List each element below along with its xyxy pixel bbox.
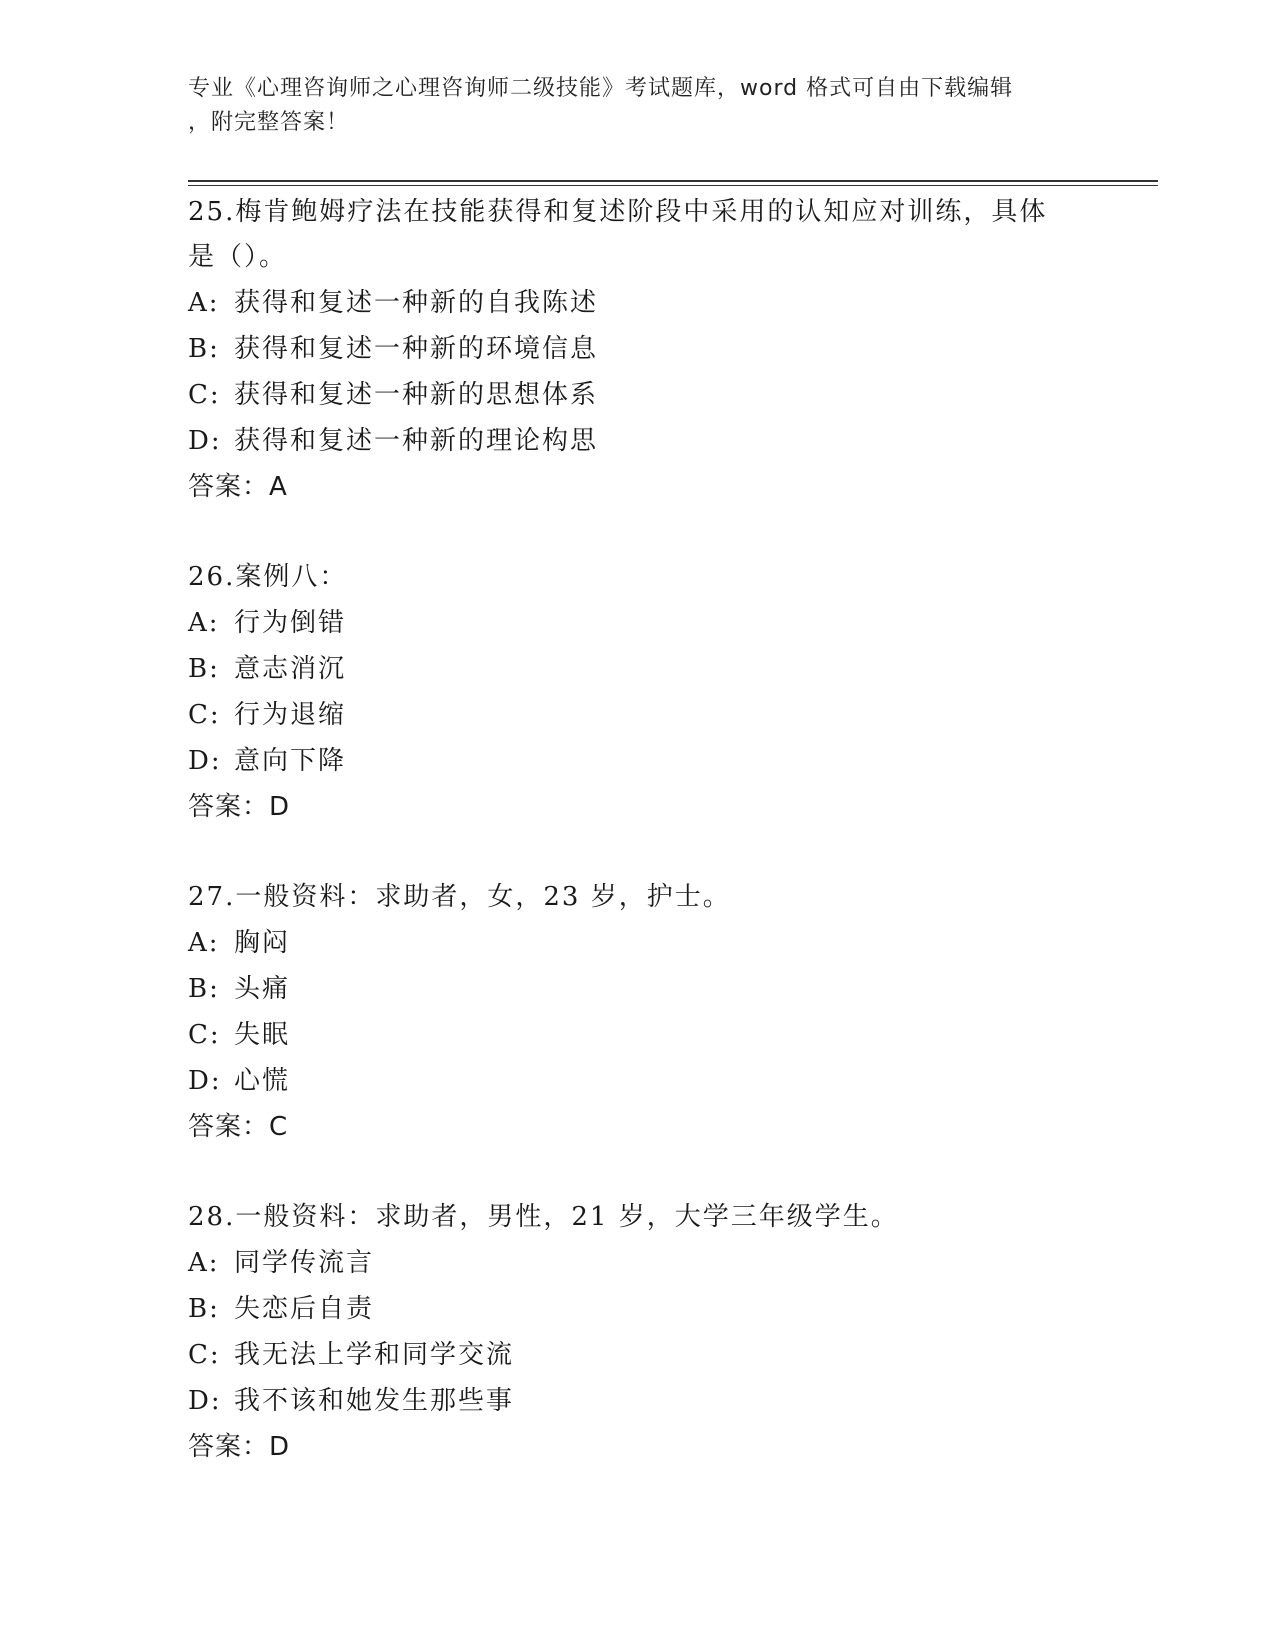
question-stem: 27.一般资料：求助者，女，23 岁，护士。: [188, 882, 731, 912]
header-line-2: ，附完整答案！: [188, 110, 350, 135]
option-b: [188, 966, 1088, 1012]
option-b: [188, 326, 1088, 372]
option-text: 意向下降: [234, 746, 347, 776]
option-d: [188, 738, 1088, 784]
question-25: [188, 190, 1088, 510]
option-b: [188, 1286, 1088, 1332]
option-letter: D:: [188, 746, 222, 776]
option-text: 获得和复述一种新的环境信息: [234, 334, 599, 364]
question-28: [188, 1195, 1088, 1470]
option-letter: D:: [188, 1386, 222, 1416]
option-text: 同学传流言: [234, 1248, 375, 1278]
option-letter: D:: [188, 426, 222, 456]
option-letter: A:: [188, 1248, 220, 1278]
option-letter: C:: [188, 380, 221, 410]
option-letter: D:: [188, 1066, 222, 1096]
answer-line: 答案：C: [188, 1112, 289, 1142]
option-d: [188, 418, 1088, 464]
option-text: 行为退缩: [234, 700, 347, 730]
header-divider: [188, 180, 1158, 186]
option-letter: C:: [188, 1340, 221, 1370]
option-letter: C:: [188, 700, 221, 730]
question-stem: 28.一般资料：求助者，男性，21 岁，大学三年级学生。: [188, 1202, 899, 1232]
header-line-1: 专业《心理咨询师之心理咨询师二级技能》考试题库，word 格式可自由下载编辑: [188, 76, 1014, 101]
option-text: 我不该和她发生那些事: [234, 1386, 515, 1416]
option-letter: B:: [188, 334, 220, 364]
document-header: [188, 72, 1078, 140]
answer-line: 答案：D: [188, 792, 291, 822]
option-letter: C:: [188, 1020, 221, 1050]
option-text: 获得和复述一种新的思想体系: [234, 380, 599, 410]
option-letter: B:: [188, 974, 220, 1004]
option-text: 失恋后自责: [234, 1294, 375, 1324]
answer-line: 答案：A: [188, 472, 288, 502]
option-d: [188, 1378, 1088, 1424]
option-a: [188, 1240, 1088, 1286]
option-c: [188, 692, 1088, 738]
question-27: [188, 875, 1088, 1150]
question-26: [188, 555, 1088, 830]
option-letter: A:: [188, 288, 220, 318]
option-a: [188, 920, 1088, 966]
option-letter: B:: [188, 1294, 220, 1324]
option-a: [188, 600, 1088, 646]
option-text: 心慌: [234, 1066, 291, 1096]
option-c: [188, 372, 1088, 418]
question-stem-continued: 是（）。: [188, 242, 288, 272]
option-c: [188, 1012, 1088, 1058]
option-a: [188, 280, 1088, 326]
option-letter: A:: [188, 608, 220, 638]
option-letter: A:: [188, 928, 220, 958]
option-text: 意志消沉: [234, 654, 347, 684]
option-text: 行为倒错: [234, 608, 347, 638]
question-stem: 25.梅肯鲍姆疗法在技能获得和复述阶段中采用的认知应对训练，具体: [188, 197, 1048, 227]
option-text: 头痛: [234, 974, 291, 1004]
option-b: [188, 646, 1088, 692]
question-stem: 26.案例八：: [188, 562, 348, 592]
option-text: 获得和复述一种新的理论构思: [234, 426, 599, 456]
option-c: [188, 1332, 1088, 1378]
option-d: [188, 1058, 1088, 1104]
answer-line: 答案：D: [188, 1432, 291, 1462]
option-text: 胸闷: [234, 928, 291, 958]
option-letter: B:: [188, 654, 220, 684]
option-text: 获得和复述一种新的自我陈述: [234, 288, 599, 318]
question-list: [188, 190, 1088, 1515]
option-text: 失眠: [234, 1020, 291, 1050]
option-text: 我无法上学和同学交流: [234, 1340, 515, 1370]
